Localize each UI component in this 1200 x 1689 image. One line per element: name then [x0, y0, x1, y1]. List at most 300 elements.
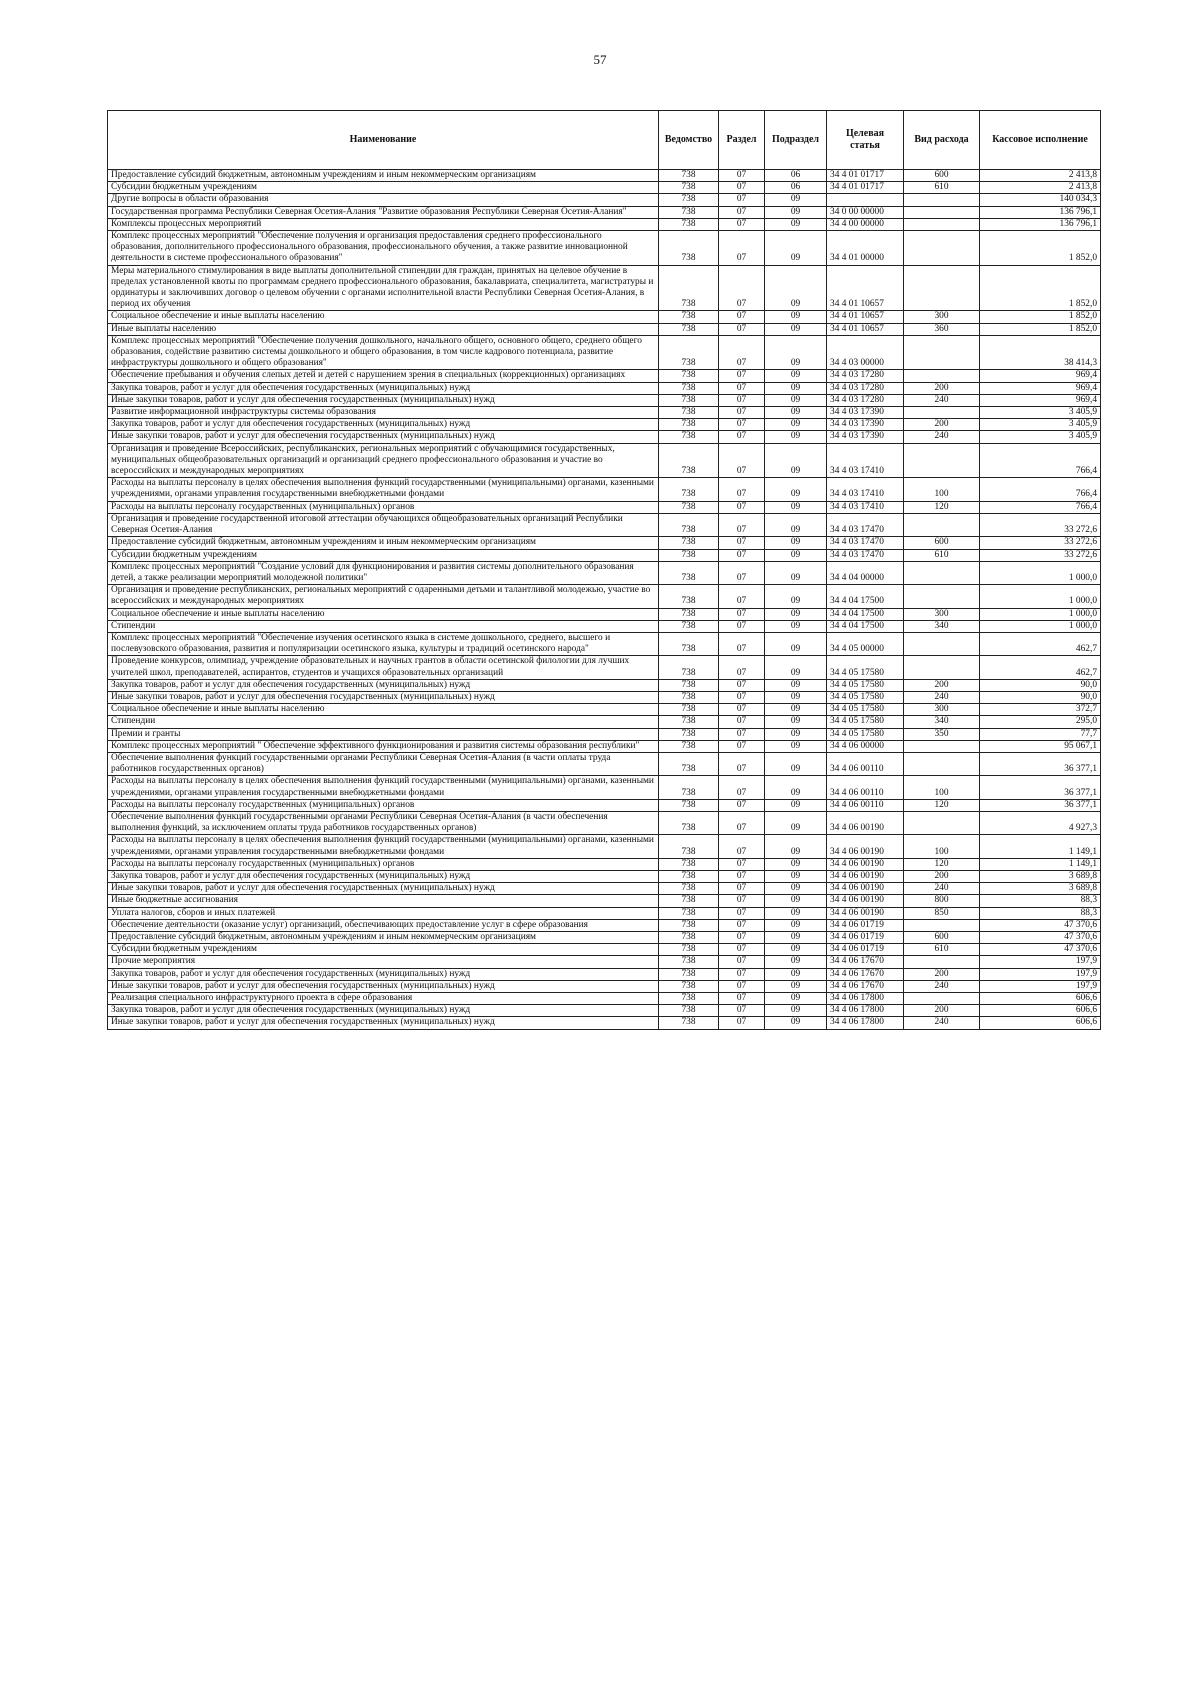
cell-subsection: 09 — [765, 311, 827, 323]
cell-expense-type: 800 — [904, 895, 980, 907]
cell-amount: 36 377,1 — [980, 752, 1101, 775]
cell-department: 738 — [659, 537, 719, 549]
table-row — [108, 870, 1101, 882]
cell-expense-type: 600 — [904, 537, 980, 549]
cell-amount: 33 272,6 — [980, 537, 1101, 549]
cell-amount: 2 413,8 — [980, 182, 1101, 194]
cell-target-article: 34 4 03 17410 — [827, 501, 904, 513]
cell-target-article: 34 4 06 00110 — [827, 752, 904, 775]
cell-expense-type: 200 — [904, 419, 980, 431]
cell-expense-type — [904, 513, 980, 536]
cell-amount: 33 272,6 — [980, 549, 1101, 561]
cell-name: Комплекс процессных мероприятий "Создание условий для функционирования и развития системы дополнительного образования детей, а также реализации мероприятий молодежной политики" — [108, 561, 659, 584]
cell-section: 07 — [719, 716, 765, 728]
cell-amount: 47 370,6 — [980, 919, 1101, 931]
cell-subsection: 09 — [765, 585, 827, 608]
cell-department: 738 — [659, 382, 719, 394]
cell-subsection: 09 — [765, 858, 827, 870]
cell-target-article: 34 4 06 01719 — [827, 944, 904, 956]
cell-section: 07 — [719, 501, 765, 513]
cell-section: 07 — [719, 980, 765, 992]
cell-expense-type: 610 — [904, 182, 980, 194]
cell-section: 07 — [719, 1017, 765, 1029]
cell-expense-type — [904, 194, 980, 206]
cell-name: Организация и проведение Всероссийских, республиканских, региональных мероприятий с обучающимися государственных, муниципальных общеобразовательных организаций и организаций среднего профессионального образования и участие во всероссийских и международных мероприятиях — [108, 443, 659, 478]
cell-amount: 1 149,1 — [980, 835, 1101, 858]
cell-name: Иные выплаты населению — [108, 323, 659, 335]
cell-section: 07 — [719, 632, 765, 655]
cell-department: 738 — [659, 980, 719, 992]
cell-department: 738 — [659, 501, 719, 513]
cell-expense-type: 300 — [904, 608, 980, 620]
table-row — [108, 691, 1101, 703]
cell-name: Обеспечение деятельности (оказание услуг) организаций, обеспечивающих предоставление услуг в сфере образования — [108, 919, 659, 931]
cell-name: Расходы на выплаты персоналу в целях обеспечения выполнения функций государственными (муниципальными) органами, казенными учреждениями, органами управления государственными внебюджетными фондами — [108, 835, 659, 858]
cell-name: Предоставление субсидий бюджетным, автономным учреждениям и иным некоммерческим организациям — [108, 932, 659, 944]
cell-target-article: 34 4 06 17670 — [827, 956, 904, 968]
table-row — [108, 585, 1101, 608]
cell-name: Иные закупки товаров, работ и услуг для обеспечения государственных (муниципальных) нужд — [108, 1017, 659, 1029]
cell-amount: 4 927,3 — [980, 811, 1101, 834]
cell-name: Расходы на выплаты персоналу государственных (муниципальных) органов — [108, 501, 659, 513]
cell-amount: 1 852,0 — [980, 231, 1101, 266]
cell-target-article: 34 4 01 10657 — [827, 311, 904, 323]
cell-amount: 136 796,1 — [980, 206, 1101, 218]
cell-subsection: 09 — [765, 620, 827, 632]
cell-name: Расходы на выплаты персоналу государственных (муниципальных) органов — [108, 799, 659, 811]
cell-expense-type: 100 — [904, 776, 980, 799]
cell-subsection: 09 — [765, 716, 827, 728]
table-row — [108, 932, 1101, 944]
cell-target-article: 34 4 06 01719 — [827, 932, 904, 944]
cell-subsection: 09 — [765, 549, 827, 561]
cell-section: 07 — [719, 656, 765, 679]
cell-expense-type: 100 — [904, 835, 980, 858]
cell-department: 738 — [659, 265, 719, 311]
cell-amount: 766,4 — [980, 501, 1101, 513]
cell-expense-type: 300 — [904, 704, 980, 716]
cell-amount: 606,6 — [980, 1005, 1101, 1017]
cell-subsection: 09 — [765, 932, 827, 944]
cell-name: Комплекс процессных мероприятий " Обеспечение эффективного функционирования и развития системы образования республики" — [108, 740, 659, 752]
cell-section: 07 — [719, 835, 765, 858]
budget-execution-table — [107, 110, 1101, 1030]
cell-section: 07 — [719, 382, 765, 394]
cell-section: 07 — [719, 431, 765, 443]
cell-name: Премии и гранты — [108, 728, 659, 740]
cell-subsection: 09 — [765, 752, 827, 775]
cell-department: 738 — [659, 206, 719, 218]
cell-section: 07 — [719, 585, 765, 608]
table-row — [108, 265, 1101, 311]
cell-expense-type — [904, 993, 980, 1005]
table-row — [108, 1017, 1101, 1029]
cell-department: 738 — [659, 679, 719, 691]
table-row — [108, 776, 1101, 799]
cell-target-article: 34 4 03 17280 — [827, 394, 904, 406]
cell-name: Комплекс процессных мероприятий "Обеспечение получения и организация предоставления среднего профессионального образования, дополнительного профессионального образования, профессионального обучения, а также развитие инновационной деятельности в системе профессионального образования" — [108, 231, 659, 266]
cell-amount: 90,0 — [980, 679, 1101, 691]
cell-amount: 1 852,0 — [980, 323, 1101, 335]
cell-subsection: 06 — [765, 170, 827, 182]
cell-department: 738 — [659, 716, 719, 728]
table-row — [108, 561, 1101, 584]
cell-department: 738 — [659, 1005, 719, 1017]
table-row — [108, 811, 1101, 834]
cell-expense-type: 240 — [904, 980, 980, 992]
cell-name: Иные закупки товаров, работ и услуг для обеспечения государственных (муниципальных) нужд — [108, 431, 659, 443]
table-row — [108, 194, 1101, 206]
table-row — [108, 443, 1101, 478]
table-row — [108, 394, 1101, 406]
cell-department: 738 — [659, 1017, 719, 1029]
cell-subsection: 09 — [765, 218, 827, 230]
cell-subsection: 09 — [765, 883, 827, 895]
cell-department: 738 — [659, 932, 719, 944]
cell-name: Закупка товаров, работ и услуг для обеспечения государственных (муниципальных) нужд — [108, 968, 659, 980]
cell-target-article: 34 4 06 17800 — [827, 1017, 904, 1029]
table-row — [108, 537, 1101, 549]
cell-department: 738 — [659, 431, 719, 443]
cell-target-article: 34 4 06 17670 — [827, 968, 904, 980]
table-row — [108, 335, 1101, 370]
cell-amount: 606,6 — [980, 1017, 1101, 1029]
cell-section: 07 — [719, 858, 765, 870]
cell-section: 07 — [719, 932, 765, 944]
cell-amount: 1 000,0 — [980, 585, 1101, 608]
cell-target-article: 34 4 03 17410 — [827, 443, 904, 478]
cell-amount: 38 414,3 — [980, 335, 1101, 370]
cell-expense-type: 340 — [904, 716, 980, 728]
cell-section: 07 — [719, 419, 765, 431]
cell-subsection: 09 — [765, 728, 827, 740]
cell-section: 07 — [719, 561, 765, 584]
cell-target-article: 34 4 04 17500 — [827, 608, 904, 620]
cell-name: Комплекс процессных мероприятий "Обеспечение получения дошкольного, начального общего, основного общего, среднего общего образования, содействие развитию системы дошкольного и общего образования, в том числе кадрового потенциала, развитие инфраструктуры дошкольного и общего образования" — [108, 335, 659, 370]
cell-expense-type: 120 — [904, 799, 980, 811]
cell-department: 738 — [659, 394, 719, 406]
cell-amount: 47 370,6 — [980, 944, 1101, 956]
cell-section: 07 — [719, 513, 765, 536]
cell-amount: 969,4 — [980, 394, 1101, 406]
cell-expense-type — [904, 752, 980, 775]
cell-section: 07 — [719, 704, 765, 716]
cell-target-article: 34 4 05 17580 — [827, 716, 904, 728]
cell-target-article: 34 4 05 17580 — [827, 656, 904, 679]
cell-name: Проведение конкурсов, олимпиад, учреждение образовательных и научных грантов в области осетинской филологии для лучших учителей школ, преподавателей, аспирантов, студентов и учащихся образовательных организаций — [108, 656, 659, 679]
cell-department: 738 — [659, 443, 719, 478]
cell-subsection: 09 — [765, 993, 827, 1005]
cell-department: 738 — [659, 620, 719, 632]
table-row — [108, 407, 1101, 419]
cell-amount: 36 377,1 — [980, 799, 1101, 811]
cell-target-article: 34 4 03 17280 — [827, 370, 904, 382]
cell-target-article: 34 4 01 00000 — [827, 231, 904, 266]
cell-expense-type: 200 — [904, 968, 980, 980]
cell-amount: 88,3 — [980, 907, 1101, 919]
cell-department: 738 — [659, 740, 719, 752]
cell-name: Социальное обеспечение и иные выплаты населению — [108, 608, 659, 620]
cell-expense-type: 610 — [904, 944, 980, 956]
cell-section: 07 — [719, 944, 765, 956]
cell-amount: 1 000,0 — [980, 620, 1101, 632]
cell-name: Реализация специального инфраструктурного проекта в сфере образования — [108, 993, 659, 1005]
cell-amount: 1 000,0 — [980, 561, 1101, 584]
table-row — [108, 740, 1101, 752]
cell-name: Другие вопросы в области образования — [108, 194, 659, 206]
cell-subsection: 09 — [765, 895, 827, 907]
cell-department: 738 — [659, 883, 719, 895]
cell-section: 07 — [719, 691, 765, 703]
cell-amount: 36 377,1 — [980, 776, 1101, 799]
cell-subsection: 09 — [765, 944, 827, 956]
cell-amount: 1 149,1 — [980, 858, 1101, 870]
cell-amount: 462,7 — [980, 632, 1101, 655]
table-row — [108, 311, 1101, 323]
cell-section: 07 — [719, 335, 765, 370]
cell-department: 738 — [659, 799, 719, 811]
cell-name: Иные закупки товаров, работ и услуг для обеспечения государственных (муниципальных) нужд — [108, 883, 659, 895]
table-row — [108, 919, 1101, 931]
cell-section: 07 — [719, 740, 765, 752]
cell-target-article: 34 4 03 17280 — [827, 382, 904, 394]
table-row — [108, 716, 1101, 728]
header-expense-type: Вид расхода — [904, 111, 980, 170]
table-row — [108, 907, 1101, 919]
cell-name: Расходы на выплаты персоналу государственных (муниципальных) органов — [108, 858, 659, 870]
cell-target-article: 34 4 03 17390 — [827, 431, 904, 443]
cell-department: 738 — [659, 182, 719, 194]
cell-subsection: 09 — [765, 370, 827, 382]
cell-section: 07 — [719, 206, 765, 218]
cell-name: Государственная программа Республики Северная Осетия-Алания "Развитие образования Республики Северная Осетия-Алания" — [108, 206, 659, 218]
table-row — [108, 799, 1101, 811]
cell-subsection: 09 — [765, 740, 827, 752]
cell-amount: 140 034,3 — [980, 194, 1101, 206]
cell-amount: 136 796,1 — [980, 218, 1101, 230]
cell-name: Иные закупки товаров, работ и услуг для обеспечения государственных (муниципальных) нужд — [108, 980, 659, 992]
cell-amount: 766,4 — [980, 478, 1101, 501]
cell-department: 738 — [659, 895, 719, 907]
cell-section: 07 — [719, 549, 765, 561]
cell-expense-type: 240 — [904, 394, 980, 406]
cell-subsection: 09 — [765, 919, 827, 931]
cell-department: 738 — [659, 968, 719, 980]
cell-expense-type: 120 — [904, 501, 980, 513]
cell-section: 07 — [719, 311, 765, 323]
cell-target-article: 34 4 06 00190 — [827, 907, 904, 919]
cell-amount: 372,7 — [980, 704, 1101, 716]
cell-department: 738 — [659, 218, 719, 230]
cell-section: 07 — [719, 265, 765, 311]
cell-expense-type: 240 — [904, 691, 980, 703]
table-row — [108, 620, 1101, 632]
cell-expense-type: 240 — [904, 1017, 980, 1029]
cell-subsection: 09 — [765, 382, 827, 394]
cell-subsection: 09 — [765, 1017, 827, 1029]
cell-subsection: 09 — [765, 537, 827, 549]
cell-section: 07 — [719, 608, 765, 620]
cell-expense-type: 120 — [904, 858, 980, 870]
cell-expense-type: 200 — [904, 870, 980, 882]
cell-department: 738 — [659, 776, 719, 799]
cell-name: Закупка товаров, работ и услуг для обеспечения государственных (муниципальных) нужд — [108, 679, 659, 691]
cell-amount: 197,9 — [980, 956, 1101, 968]
table-row — [108, 1005, 1101, 1017]
cell-subsection: 09 — [765, 206, 827, 218]
cell-name: Обеспечение выполнения функций государственными органами Республики Северная Осетия-Алания (в части оплаты труда работников государственных органов) — [108, 752, 659, 775]
cell-name: Субсидии бюджетным учреждениям — [108, 944, 659, 956]
cell-name: Уплата налогов, сборов и иных платежей — [108, 907, 659, 919]
cell-department: 738 — [659, 170, 719, 182]
cell-name: Стипендии — [108, 716, 659, 728]
cell-department: 738 — [659, 335, 719, 370]
cell-name: Субсидии бюджетным учреждениям — [108, 549, 659, 561]
cell-target-article: 34 4 06 17800 — [827, 993, 904, 1005]
table-row — [108, 858, 1101, 870]
cell-department: 738 — [659, 728, 719, 740]
cell-section: 07 — [719, 537, 765, 549]
cell-section: 07 — [719, 182, 765, 194]
cell-subsection: 06 — [765, 182, 827, 194]
cell-section: 07 — [719, 919, 765, 931]
table-row — [108, 883, 1101, 895]
cell-target-article: 34 4 01 01717 — [827, 170, 904, 182]
cell-subsection: 09 — [765, 656, 827, 679]
table-row — [108, 632, 1101, 655]
cell-amount: 197,9 — [980, 968, 1101, 980]
cell-subsection: 09 — [765, 704, 827, 716]
cell-expense-type — [904, 407, 980, 419]
cell-expense-type: 200 — [904, 382, 980, 394]
cell-target-article: 34 4 04 17500 — [827, 585, 904, 608]
cell-department: 738 — [659, 231, 719, 266]
cell-amount: 1 852,0 — [980, 265, 1101, 311]
cell-section: 07 — [719, 799, 765, 811]
cell-section: 07 — [719, 679, 765, 691]
cell-department: 738 — [659, 323, 719, 335]
cell-name: Организация и проведение республиканских, региональных мероприятий с одаренными детьми и талантливой молодежью, участие во всероссийских и международных мероприятиях — [108, 585, 659, 608]
cell-amount: 3 689,8 — [980, 870, 1101, 882]
cell-section: 07 — [719, 170, 765, 182]
cell-department: 738 — [659, 585, 719, 608]
cell-name: Комплексы процессных мероприятий — [108, 218, 659, 230]
cell-amount: 95 067,1 — [980, 740, 1101, 752]
table-row — [108, 895, 1101, 907]
cell-target-article: 34 4 04 17500 — [827, 620, 904, 632]
table-row — [108, 218, 1101, 230]
table-row — [108, 656, 1101, 679]
table-row — [108, 956, 1101, 968]
cell-target-article: 34 4 06 00000 — [827, 740, 904, 752]
cell-amount: 3 405,9 — [980, 431, 1101, 443]
cell-expense-type: 340 — [904, 620, 980, 632]
table-row — [108, 993, 1101, 1005]
cell-name: Закупка товаров, работ и услуг для обеспечения государственных (муниципальных) нужд — [108, 419, 659, 431]
cell-name: Обеспечение пребывания и обучения слепых детей и детей с нарушением зрения в специальных (коррекционных) организациях — [108, 370, 659, 382]
cell-name: Развитие информационной инфраструктуры системы образования — [108, 407, 659, 419]
cell-subsection: 09 — [765, 323, 827, 335]
cell-subsection: 09 — [765, 407, 827, 419]
cell-target-article: 34 4 03 17410 — [827, 478, 904, 501]
table-row — [108, 835, 1101, 858]
cell-department: 738 — [659, 419, 719, 431]
header-target-article: Целевая статья — [827, 111, 904, 170]
cell-name: Иные бюджетные ассигнования — [108, 895, 659, 907]
cell-target-article: 34 4 06 00190 — [827, 835, 904, 858]
cell-department: 738 — [659, 194, 719, 206]
cell-section: 07 — [719, 883, 765, 895]
cell-subsection: 09 — [765, 811, 827, 834]
cell-expense-type: 600 — [904, 932, 980, 944]
cell-section: 07 — [719, 323, 765, 335]
cell-section: 07 — [719, 478, 765, 501]
cell-target-article: 34 0 00 00000 — [827, 206, 904, 218]
cell-subsection: 09 — [765, 691, 827, 703]
cell-subsection: 09 — [765, 478, 827, 501]
cell-department: 738 — [659, 513, 719, 536]
cell-expense-type — [904, 956, 980, 968]
cell-expense-type — [904, 231, 980, 266]
cell-department: 738 — [659, 811, 719, 834]
cell-amount: 2 413,8 — [980, 170, 1101, 182]
table-header-row — [108, 111, 1101, 170]
cell-department: 738 — [659, 608, 719, 620]
cell-target-article: 34 4 06 00190 — [827, 870, 904, 882]
cell-section: 07 — [719, 1005, 765, 1017]
cell-department: 738 — [659, 407, 719, 419]
cell-name: Социальное обеспечение и иные выплаты населению — [108, 704, 659, 716]
cell-target-article: 34 4 03 17470 — [827, 537, 904, 549]
cell-amount: 766,4 — [980, 443, 1101, 478]
cell-department: 738 — [659, 656, 719, 679]
cell-name: Иные закупки товаров, работ и услуг для обеспечения государственных (муниципальных) нужд — [108, 691, 659, 703]
cell-department: 738 — [659, 944, 719, 956]
cell-amount: 606,6 — [980, 993, 1101, 1005]
cell-subsection: 09 — [765, 956, 827, 968]
cell-department: 738 — [659, 632, 719, 655]
table-row — [108, 182, 1101, 194]
cell-section: 07 — [719, 907, 765, 919]
cell-target-article: 34 4 03 17390 — [827, 419, 904, 431]
cell-department: 738 — [659, 956, 719, 968]
cell-department: 738 — [659, 993, 719, 1005]
table-row — [108, 704, 1101, 716]
table-row — [108, 968, 1101, 980]
cell-name: Прочие мероприятия — [108, 956, 659, 968]
cell-department: 738 — [659, 704, 719, 716]
cell-target-article: 34 4 03 17470 — [827, 549, 904, 561]
header-name: Наименование — [108, 111, 659, 170]
cell-amount: 969,4 — [980, 370, 1101, 382]
cell-department: 738 — [659, 311, 719, 323]
cell-name: Иные закупки товаров, работ и услуг для обеспечения государственных (муниципальных) нужд — [108, 394, 659, 406]
table-row — [108, 549, 1101, 561]
cell-amount: 47 370,6 — [980, 932, 1101, 944]
cell-section: 07 — [719, 620, 765, 632]
cell-section: 07 — [719, 870, 765, 882]
cell-subsection: 09 — [765, 968, 827, 980]
cell-target-article: 34 4 05 17580 — [827, 691, 904, 703]
cell-amount: 88,3 — [980, 895, 1101, 907]
table-row — [108, 478, 1101, 501]
cell-target-article: 34 4 05 17580 — [827, 704, 904, 716]
table-row — [108, 382, 1101, 394]
table-row — [108, 206, 1101, 218]
cell-section: 07 — [719, 956, 765, 968]
cell-subsection: 09 — [765, 513, 827, 536]
cell-department: 738 — [659, 691, 719, 703]
